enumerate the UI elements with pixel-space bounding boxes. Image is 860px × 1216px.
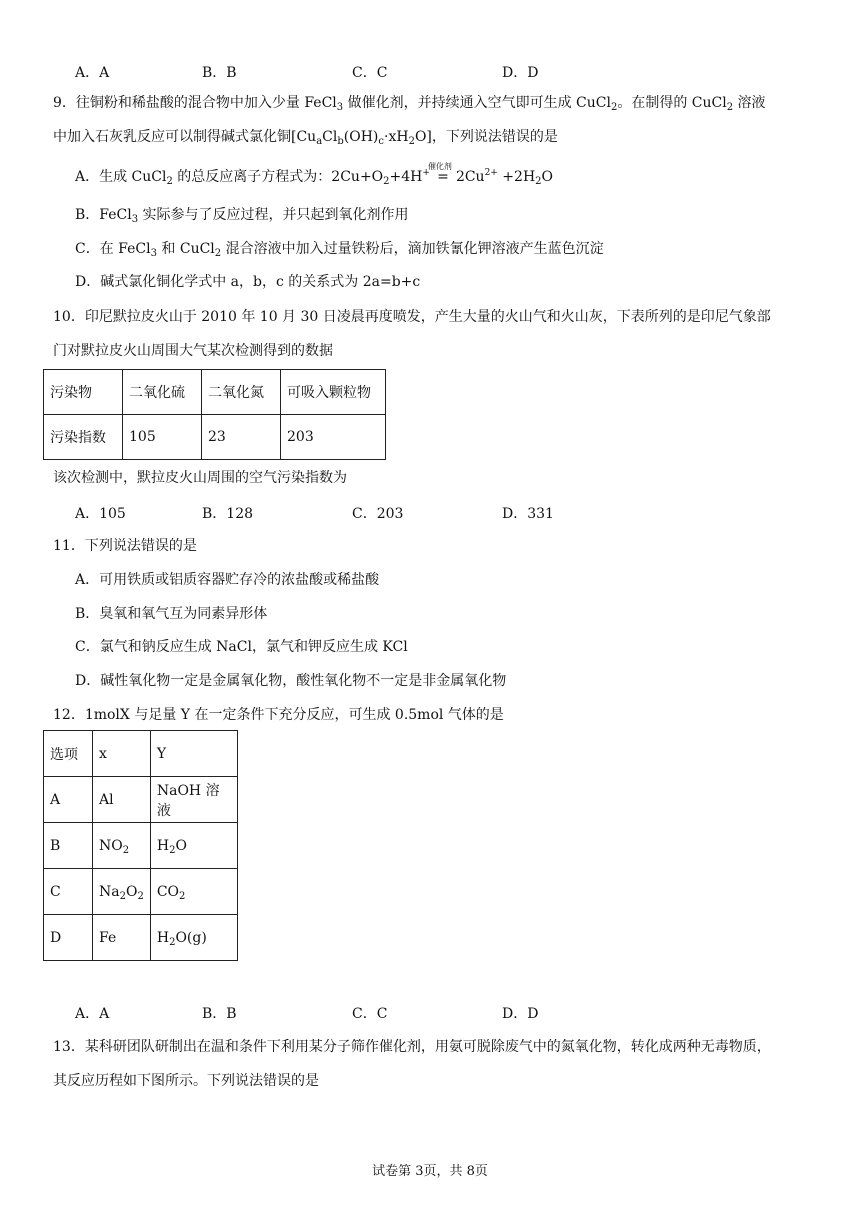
- table-row: [44, 777, 238, 823]
- q9-option-b: B．FeCl$_3$ 实际参与了反应过程，并只起到氧化剂作用: [75, 207, 409, 225]
- table-cell: 污染物: [44, 370, 123, 415]
- table-cell: C: [44, 869, 93, 915]
- q12-option-c: C．C: [352, 1006, 388, 1022]
- catalyst-equals-sign: 催化剂 =: [427, 162, 452, 185]
- q9-option-c: C．在 FeCl$_3$ 和 CuCl$_2$ 混合溶液中加入过量铁粉后，滴加铁氰化钾溶液产生蓝色沉淀: [75, 241, 604, 259]
- table-cell: D: [44, 915, 93, 961]
- q13-stem-line2: 其反应历程如下图所示。下列说法错误的是: [53, 1073, 319, 1089]
- table-row: [44, 915, 238, 961]
- table-cell: Al: [93, 777, 151, 823]
- table-cell: $H_2O$: [150, 823, 237, 869]
- table-cell: x: [93, 731, 151, 777]
- q8-option-b: B．B: [202, 65, 237, 81]
- q9-stem-line1: 9．往铜粉和稀盐酸的混合物中加入少量 FeCl$_3$ 做催化剂，并持续通入空气即可生成 CuCl$_2$。在制得的 CuCl$_2$ 溶液: [53, 95, 766, 113]
- table-header-row: [44, 731, 238, 777]
- q12-options-table: [43, 730, 238, 961]
- table-row: [44, 823, 238, 869]
- table-cell: $Na_2O_2$: [93, 869, 151, 915]
- table-cell: 选项: [44, 731, 93, 777]
- table-cell: 污染指数: [44, 415, 123, 460]
- q13-stem-line1: 13．某科研团队研制出在温和条件下利用某分子筛作催化剂，用氨可脱除废气中的氮氧化物，转化成两种无毒物质，: [53, 1039, 771, 1055]
- q9-option-a: A．生成 CuCl$_2$ 的总反应离子方程式为：$2Cu+O_2+4H^+$ 催化剂 = $2Cu^{2+} +2H_2O$: [75, 162, 554, 187]
- table-row: [44, 869, 238, 915]
- table-cell: $NO_2$: [93, 823, 151, 869]
- table-cell: Y: [150, 731, 237, 777]
- table-cell: 203: [281, 415, 386, 460]
- table-header-row: [44, 370, 386, 415]
- q12-option-a: A．A: [75, 1006, 110, 1022]
- table-cell: 二氧化氮: [202, 370, 281, 415]
- page-footer: 试卷第 3页，共 8页: [372, 1164, 488, 1179]
- q10-stem-line2: 门对默拉皮火山周围大气某次检测得到的数据: [53, 343, 333, 359]
- q11-stem: 11．下列说法错误的是: [53, 538, 197, 554]
- table-cell: 可吸入颗粒物: [281, 370, 386, 415]
- table-cell: $CO_2$: [150, 869, 237, 915]
- q11-option-a: A．可用铁质或铝质容器贮存冷的浓盐酸或稀盐酸: [75, 572, 380, 588]
- q9-option-d: D．碱式氯化铜化学式中 a，b，c 的关系式为 2a=b+c: [75, 274, 421, 290]
- q10-pollution-table: [43, 369, 386, 460]
- q8-option-d: D．D: [502, 65, 539, 81]
- q8-option-a: A．A: [75, 65, 110, 81]
- table-cell: B: [44, 823, 93, 869]
- q12-stem: 12．1molX 与足量 Y 在一定条件下充分反应，可生成 0.5mol 气体的是: [53, 707, 504, 723]
- q10-option-a: A．105: [75, 506, 126, 522]
- table-row: [44, 415, 386, 460]
- q10-followup: 该次检测中，默拉皮火山周围的空气污染指数为: [53, 470, 347, 486]
- table-cell: 23: [202, 415, 281, 460]
- q9-stem-line2: 中加入石灰乳反应可以制得碱式氯化铜$[Cu_aCl_b(OH)_c\cdot xH_2O]$，下列说法错误的是: [53, 129, 558, 147]
- table-cell: $H_2O(g)$: [150, 915, 237, 961]
- q10-option-b: B．128: [202, 506, 254, 522]
- q11-option-d: D．碱性氧化物一定是金属氧化物，酸性氧化物不一定是非金属氧化物: [75, 673, 507, 689]
- q12-option-b: B．B: [202, 1006, 237, 1022]
- table-cell: 105: [123, 415, 202, 460]
- q10-stem-line1: 10．印尼默拉皮火山于 2010 年 10 月 30 日凌晨再度喷发，产生大量的火山气和火山灰，下表所列的是印尼气象部: [53, 309, 771, 325]
- q10-option-d: D．331: [502, 506, 554, 522]
- q8-option-c: C．C: [352, 65, 388, 81]
- table-cell: A: [44, 777, 93, 823]
- table-cell: Fe: [93, 915, 151, 961]
- q10-option-c: C．203: [352, 506, 404, 522]
- table-cell: 二氧化硫: [123, 370, 202, 415]
- q11-option-c: C．氯气和钠反应生成 NaCl，氯气和钾反应生成 KCl: [75, 639, 408, 655]
- q12-option-d: D．D: [502, 1006, 539, 1022]
- q11-option-b: B．臭氧和氧气互为同素异形体: [75, 606, 268, 622]
- table-cell: NaOH 溶液: [150, 777, 237, 823]
